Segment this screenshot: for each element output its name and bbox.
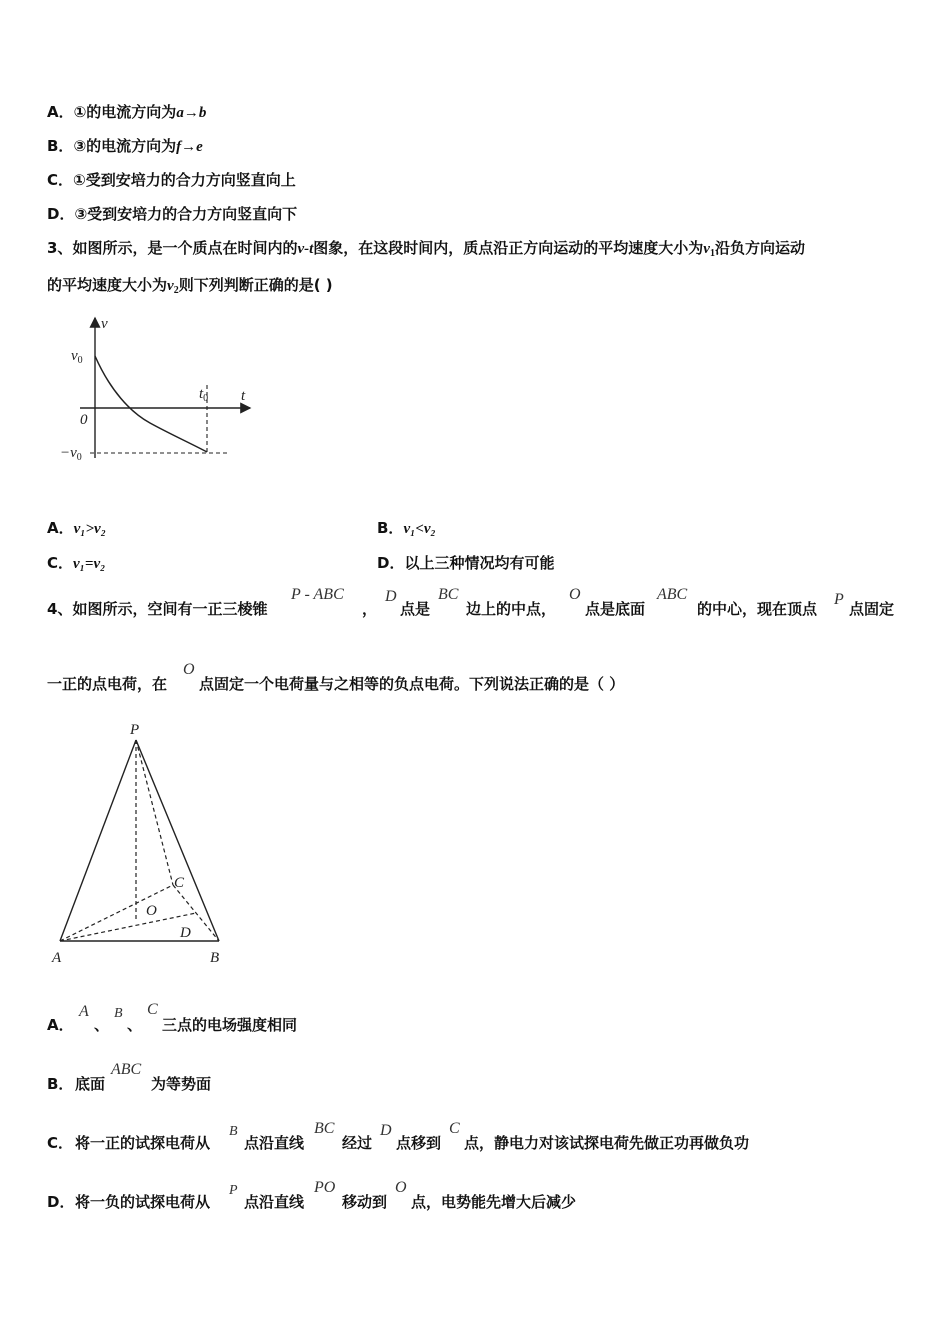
stem-math: v — [703, 241, 710, 257]
stem-text: 一正的点电荷，在 — [47, 675, 168, 693]
question-number: 4、 — [47, 600, 73, 618]
math-o: O — [395, 1179, 407, 1196]
option-text: 点，静电力对该试探电荷先做正功再做负功 — [464, 1134, 750, 1152]
math-o: O — [183, 661, 195, 678]
stem-subscript: 2 — [173, 285, 179, 296]
stem-math: v — [167, 278, 174, 294]
option-label: D． — [47, 205, 75, 223]
origin-label: 0 — [80, 412, 88, 428]
label-a: A — [52, 950, 62, 966]
t0-label: $t_0$ — [199, 386, 209, 404]
edge-pa — [60, 740, 136, 941]
stem-text: 的平均速度大小为 — [47, 276, 168, 294]
math-c: C — [147, 1001, 158, 1018]
median-ad — [60, 913, 196, 941]
math-c: C — [449, 1120, 460, 1137]
option-text: 将一正的试探电荷从 — [75, 1134, 211, 1152]
stem-text: 沿负方向运动 — [714, 239, 805, 257]
stem-subscript: 1 — [709, 248, 715, 259]
option-label: A． — [47, 519, 74, 537]
q2-option-b — [47, 136, 203, 157]
option-label: D． — [377, 554, 405, 572]
neg-v0-label: $-v_0$ — [60, 445, 82, 463]
option-label: C． — [47, 1134, 74, 1152]
math-b: B — [229, 1124, 238, 1139]
option-math: v₁<v₂ — [403, 521, 436, 537]
option-label: A． — [47, 1016, 74, 1034]
q2-option-c — [47, 170, 296, 190]
option-text: ③的电流方向为 — [73, 137, 177, 155]
q4-number-text — [47, 599, 267, 619]
q3-stem-line2 — [47, 275, 333, 301]
v0-label: $v_0$ — [71, 348, 83, 366]
q2-option-a — [47, 102, 206, 123]
stem-text: 点是底面 — [585, 600, 646, 618]
math-d: D — [385, 588, 397, 605]
option-label: B． — [47, 1075, 74, 1093]
option-label: D． — [47, 1193, 75, 1211]
option-label: B． — [377, 519, 404, 537]
separator: 、 — [127, 1016, 143, 1034]
math-d: D — [380, 1122, 392, 1139]
option-text: 以上三种情况均有可能 — [404, 554, 555, 572]
label-b: B — [210, 950, 220, 966]
stem-text: 点是 — [400, 600, 431, 618]
math-o: O — [569, 586, 581, 603]
stem-text: 如图所示，是一个质点在时间内的 — [72, 239, 298, 257]
math-bc: BC — [314, 1120, 335, 1137]
option-text: 点沿直线 — [244, 1193, 305, 1211]
separator: 、 — [94, 1016, 110, 1034]
option-text: ③受到安培力的合力方向竖直向下 — [74, 205, 298, 223]
question-number: 3、 — [47, 239, 73, 257]
option-math: f→e — [176, 139, 203, 155]
q2-option-d — [47, 204, 297, 224]
option-math: v₁=v₂ — [73, 556, 106, 572]
option-label: C． — [47, 171, 74, 189]
vt-graph — [55, 310, 265, 470]
q3-stem-line1 — [47, 238, 805, 264]
option-text: 点沿直线 — [244, 1134, 305, 1152]
math-bc: BC — [438, 586, 459, 603]
stem-text: 如图所示，空间有一正三棱锥 — [72, 600, 268, 618]
math-p: P — [229, 1183, 238, 1198]
option-text: 三点的电场强度相同 — [162, 1016, 298, 1034]
math-pabc: P - ABC — [291, 586, 344, 603]
pyramid-figure — [40, 712, 240, 970]
option-text: ①受到安培力的合力方向竖直向上 — [73, 171, 296, 189]
option-text: 底面 — [75, 1075, 106, 1093]
velocity-curve — [95, 356, 207, 452]
math-abc: ABC — [111, 1061, 142, 1078]
stem-math: v-t — [297, 241, 314, 257]
stem-text: 的中心，现在顶点 — [697, 600, 818, 618]
option-text: 移动到 — [342, 1193, 388, 1211]
option-math: a→b — [176, 105, 207, 121]
option-math: v₁>v₂ — [73, 521, 106, 537]
edge-pc — [136, 740, 173, 885]
label-o: O — [146, 903, 157, 919]
math-a: A — [79, 1003, 89, 1020]
math-p: P — [834, 591, 844, 608]
label-d: D — [180, 925, 191, 941]
q3-option-d — [377, 553, 554, 573]
stem-text: ， — [362, 600, 378, 618]
option-text: 为等势面 — [151, 1075, 212, 1093]
option-label: C． — [47, 554, 74, 572]
option-text: 点移到 — [396, 1134, 442, 1152]
option-text: ①的电流方向为 — [73, 103, 177, 121]
option-text: 点，电势能先增大后减少 — [411, 1193, 577, 1211]
math-abc: ABC — [657, 586, 688, 603]
stem-text: 则下列判断正确的是( ) — [178, 276, 333, 294]
label-c: C — [174, 875, 185, 891]
option-label: B． — [47, 137, 74, 155]
stem-text: 点固定 — [849, 600, 895, 618]
q3-option-c — [47, 553, 105, 574]
q3-option-a — [47, 518, 106, 539]
stem-text: 边上的中点， — [466, 600, 557, 618]
stem-text: 点固定一个电荷量与之相等的负点电荷。下列说法正确的是（ ） — [199, 675, 625, 693]
option-text: 经过 — [342, 1134, 373, 1152]
math-po: PO — [314, 1179, 336, 1196]
axis-v-label: v — [101, 316, 108, 332]
stem-text: 图象，在这段时间内，质点沿正方向运动的平均速度大小为 — [313, 239, 704, 257]
option-label: A． — [47, 103, 74, 121]
q3-option-b — [377, 518, 436, 539]
math-b: B — [114, 1006, 123, 1021]
axis-t-label: t — [241, 388, 246, 404]
option-text: 将一负的试探电荷从 — [75, 1193, 211, 1211]
label-p: P — [130, 722, 140, 738]
